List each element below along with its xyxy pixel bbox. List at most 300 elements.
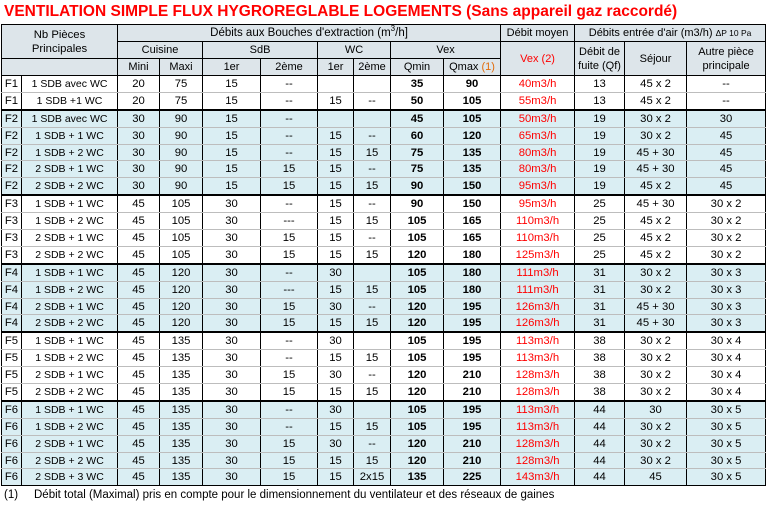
debit-fuite-cell: 19: [575, 127, 625, 144]
qmax-cell: 180: [444, 264, 501, 281]
type-cell: F4: [2, 264, 22, 281]
sdb-2eme-cell: --: [261, 332, 318, 349]
debit-fuite-cell: 31: [575, 264, 625, 281]
wc-2eme-cell: --: [354, 230, 391, 247]
sdb-1er-cell: 30: [203, 452, 261, 469]
wc-1er-cell: 15: [318, 213, 354, 230]
debit-fuite-cell: 13: [575, 76, 625, 93]
cuisine-mini-cell: 45: [118, 401, 160, 418]
sdb-2eme-cell: --: [261, 401, 318, 418]
sejour-cell: 45 + 30: [625, 195, 687, 212]
rooms-cell: 1 SDB + 2 WC: [22, 213, 118, 230]
sdb-2eme-cell: ---: [261, 213, 318, 230]
qmax-cell: 195: [444, 332, 501, 349]
sejour-cell: 45 x 2: [625, 246, 687, 263]
wc-1er-cell: 30: [318, 367, 354, 384]
cuisine-mini-cell: 45: [118, 332, 160, 349]
qmin-cell: 120: [391, 298, 444, 315]
debit-fuite-cell: 44: [575, 401, 625, 418]
wc-2eme-cell: [354, 401, 391, 418]
sdb-2eme-cell: 15: [261, 178, 318, 195]
sdb-2eme-cell: ---: [261, 281, 318, 298]
sdb-2eme-cell: --: [261, 418, 318, 435]
sdb-2eme-cell: 15: [261, 469, 318, 486]
vex-header: Vex: [391, 42, 501, 59]
principales-spacer: [2, 59, 118, 76]
sdb-1er-cell: 30: [203, 281, 261, 298]
sdb-2eme-cell: --: [261, 127, 318, 144]
wc-2eme-cell: 15: [354, 281, 391, 298]
qmin-cell: 105: [391, 350, 444, 367]
sdb-header: SdB: [203, 42, 318, 59]
rooms-cell: 1 SDB avec WC: [22, 76, 118, 93]
autre-piece-cell: 30 x 2: [687, 213, 766, 230]
sdb-1er-cell: 15: [203, 161, 261, 178]
rooms-cell: 2 SDB + 1 WC: [22, 298, 118, 315]
debit-fuite-cell: 44: [575, 418, 625, 435]
sejour-cell: 30 x 2: [625, 127, 687, 144]
qmin-cell: 105: [391, 281, 444, 298]
autre-piece-cell: 45: [687, 127, 766, 144]
rooms-cell: 2 SDB + 1 WC: [22, 435, 118, 452]
sejour-cell: 30 x 2: [625, 264, 687, 281]
cuisine-maxi-cell: 75: [160, 76, 203, 93]
sdb-2eme-cell: 15: [261, 230, 318, 247]
cuisine-maxi-header: Maxi: [160, 59, 203, 76]
qmin-cell: 105: [391, 401, 444, 418]
table-row: [2, 246, 766, 263]
type-cell: F2: [2, 127, 22, 144]
cuisine-mini-cell: 20: [118, 76, 160, 93]
qmax-cell: 90: [444, 76, 501, 93]
debit-moyen-header: Débit moyen: [501, 25, 575, 42]
wc-1er-cell: 15: [318, 418, 354, 435]
sdb-1er-cell: 15: [203, 178, 261, 195]
vex-moyen-header: Vex (2): [501, 42, 575, 76]
qmax-cell: 210: [444, 384, 501, 401]
qmax-cell: 165: [444, 230, 501, 247]
vex-moyen-cell: 128m3/h: [501, 367, 575, 384]
cuisine-mini-cell: 45: [118, 213, 160, 230]
vex-moyen-cell: 95m3/h: [501, 178, 575, 195]
cuisine-maxi-cell: 120: [160, 281, 203, 298]
wc-2eme-cell: 15: [354, 384, 391, 401]
vex-moyen-cell: 55m3/h: [501, 92, 575, 109]
rooms-cell: 1 SDB + 1 WC: [22, 127, 118, 144]
cuisine-mini-cell: 45: [118, 281, 160, 298]
vex-moyen-cell: 110m3/h: [501, 230, 575, 247]
sejour-cell: 30 x 2: [625, 452, 687, 469]
qmin-header: Qmin: [391, 59, 444, 76]
cuisine-mini-cell: 20: [118, 92, 160, 109]
wc-1er-cell: [318, 76, 354, 93]
rooms-cell: 2 SDB + 2 WC: [22, 384, 118, 401]
rooms-cell: 2 SDB + 2 WC: [22, 246, 118, 263]
sejour-cell: 30 x 2: [625, 350, 687, 367]
cuisine-maxi-cell: 135: [160, 401, 203, 418]
table-row: [2, 127, 766, 144]
wc-1er-cell: 30: [318, 401, 354, 418]
type-cell: F1: [2, 92, 22, 109]
autre-piece-cell: 30 x 5: [687, 469, 766, 486]
qmax-cell: 195: [444, 298, 501, 315]
cuisine-mini-cell: 30: [118, 144, 160, 161]
type-cell: F6: [2, 469, 22, 486]
qmin-cell: 90: [391, 195, 444, 212]
rooms-cell: 1 SDB + 1 WC: [22, 264, 118, 281]
qmax-cell: 210: [444, 452, 501, 469]
type-cell: F6: [2, 435, 22, 452]
sdb-2eme-cell: --: [261, 92, 318, 109]
type-cell: F2: [2, 161, 22, 178]
rooms-cell: 1 SDB avec WC: [22, 110, 118, 127]
rooms-cell: 1 SDB + 1 WC: [22, 195, 118, 212]
debit-fuite-cell: 44: [575, 469, 625, 486]
cuisine-maxi-cell: 120: [160, 298, 203, 315]
type-cell: F2: [2, 178, 22, 195]
nb-pieces-header: Nb Pièces Principales: [2, 25, 118, 59]
table-row: [2, 213, 766, 230]
sdb-1er-cell: 30: [203, 435, 261, 452]
wc-2eme-header: 2ème: [354, 59, 391, 76]
cuisine-maxi-cell: 90: [160, 127, 203, 144]
sejour-cell: 45: [625, 469, 687, 486]
wc-1er-cell: 15: [318, 452, 354, 469]
wc-1er-cell: 15: [318, 350, 354, 367]
wc-1er-cell: 15: [318, 127, 354, 144]
autre-piece-cell: 30 x 5: [687, 401, 766, 418]
table-row: [2, 178, 766, 195]
cuisine-maxi-cell: 105: [160, 246, 203, 263]
wc-2eme-cell: --: [354, 195, 391, 212]
debit-fuite-cell: 44: [575, 452, 625, 469]
rooms-cell: 2 SDB + 2 WC: [22, 315, 118, 332]
wc-2eme-cell: 15: [354, 246, 391, 263]
vex-moyen-cell: 111m3/h: [501, 264, 575, 281]
qmin-cell: 45: [391, 110, 444, 127]
rooms-cell: 1 SDB +1 WC: [22, 92, 118, 109]
cuisine-mini-cell: 30: [118, 110, 160, 127]
rooms-cell: 2 SDB + 3 WC: [22, 469, 118, 486]
cuisine-maxi-cell: 120: [160, 264, 203, 281]
type-cell: F3: [2, 230, 22, 247]
sdb-1er-cell: 15: [203, 92, 261, 109]
table-row: [2, 264, 766, 281]
cuisine-mini-cell: 45: [118, 418, 160, 435]
wc-1er-cell: 15: [318, 195, 354, 212]
qmax-cell: 195: [444, 350, 501, 367]
wc-2eme-cell: --: [354, 127, 391, 144]
vex-moyen-cell: 95m3/h: [501, 195, 575, 212]
vex-moyen-cell: 50m3/h: [501, 110, 575, 127]
qmax-cell: 135: [444, 144, 501, 161]
sdb-2eme-cell: 15: [261, 435, 318, 452]
sdb-2eme-cell: --: [261, 264, 318, 281]
qmin-cell: 120: [391, 367, 444, 384]
type-cell: F3: [2, 195, 22, 212]
qmax-cell: 195: [444, 401, 501, 418]
cuisine-mini-cell: 45: [118, 469, 160, 486]
autre-piece-cell: 45: [687, 161, 766, 178]
table-row: [2, 418, 766, 435]
autre-piece-cell: 45: [687, 144, 766, 161]
qmax-cell: 165: [444, 213, 501, 230]
debit-fuite-cell: 38: [575, 350, 625, 367]
table-row: [2, 332, 766, 349]
debit-fuite-cell: 31: [575, 315, 625, 332]
rooms-cell: 2 SDB + 1 WC: [22, 230, 118, 247]
table-row: [2, 76, 766, 93]
cuisine-mini-cell: 30: [118, 161, 160, 178]
type-cell: F5: [2, 332, 22, 349]
cuisine-mini-cell: 45: [118, 435, 160, 452]
footnote-text: Débit total (Maximal) pris en compte pour le dimensionnement du ventilateur et des réseaux de gaines: [34, 489, 555, 502]
rooms-cell: 1 SDB + 2 WC: [22, 281, 118, 298]
table-row: [2, 92, 766, 109]
vex-moyen-cell: 126m3/h: [501, 315, 575, 332]
sejour-cell: 30 x 2: [625, 281, 687, 298]
table-row: [2, 161, 766, 178]
sejour-cell: 45 + 30: [625, 315, 687, 332]
cuisine-mini-header: Mini: [118, 59, 160, 76]
cuisine-maxi-cell: 90: [160, 178, 203, 195]
wc-1er-cell: 30: [318, 264, 354, 281]
wc-1er-cell: 30: [318, 298, 354, 315]
sejour-cell: 30 x 2: [625, 110, 687, 127]
wc-2eme-cell: 15: [354, 144, 391, 161]
sdb-1er-cell: 30: [203, 246, 261, 263]
wc-1er-cell: 30: [318, 435, 354, 452]
autre-piece-cell: 30 x 2: [687, 195, 766, 212]
cuisine-mini-cell: 45: [118, 230, 160, 247]
qmin-cell: 105: [391, 230, 444, 247]
cuisine-maxi-cell: 90: [160, 144, 203, 161]
sdb-2eme-cell: 15: [261, 298, 318, 315]
qmin-cell: 135: [391, 469, 444, 486]
sdb-2eme-cell: 15: [261, 384, 318, 401]
type-cell: F3: [2, 246, 22, 263]
vex-moyen-cell: 80m3/h: [501, 144, 575, 161]
autre-piece-cell: 30 x 2: [687, 230, 766, 247]
sdb-1er-cell: 30: [203, 367, 261, 384]
qmin-cell: 120: [391, 315, 444, 332]
type-cell: F6: [2, 418, 22, 435]
debit-fuite-cell: 19: [575, 178, 625, 195]
sdb-1er-cell: 30: [203, 350, 261, 367]
debit-fuite-header: Débit de fuite (Qf): [575, 42, 625, 76]
sdb-1er-cell: 30: [203, 332, 261, 349]
vex-moyen-cell: 128m3/h: [501, 384, 575, 401]
wc-1er-cell: 15: [318, 92, 354, 109]
sdb-1er-cell: 30: [203, 418, 261, 435]
sejour-cell: 30 x 2: [625, 332, 687, 349]
wc-2eme-cell: 15: [354, 315, 391, 332]
autre-piece-cell: 30 x 4: [687, 384, 766, 401]
table-row: [2, 281, 766, 298]
table-row: [2, 110, 766, 127]
footnote: [0, 486, 766, 504]
wc-2eme-cell: 15: [354, 213, 391, 230]
sejour-cell: 45 x 2: [625, 92, 687, 109]
qmax-cell: 225: [444, 469, 501, 486]
qmin-cell: 75: [391, 161, 444, 178]
type-cell: F5: [2, 350, 22, 367]
sdb-2eme-cell: --: [261, 110, 318, 127]
rooms-cell: 1 SDB + 1 WC: [22, 332, 118, 349]
wc-2eme-cell: --: [354, 298, 391, 315]
type-cell: F6: [2, 401, 22, 418]
wc-1er-cell: 15: [318, 178, 354, 195]
sejour-cell: 30 x 2: [625, 418, 687, 435]
qmax-cell: 120: [444, 127, 501, 144]
cuisine-header: Cuisine: [118, 42, 203, 59]
cuisine-maxi-cell: 135: [160, 418, 203, 435]
wc-1er-cell: 15: [318, 230, 354, 247]
wc-1er-cell: 15: [318, 161, 354, 178]
wc-2eme-cell: [354, 264, 391, 281]
type-cell: F1: [2, 76, 22, 93]
autre-piece-cell: --: [687, 92, 766, 109]
qmin-cell: 120: [391, 435, 444, 452]
autre-piece-cell: 30 x 4: [687, 367, 766, 384]
debit-fuite-cell: 19: [575, 144, 625, 161]
cuisine-mini-cell: 45: [118, 264, 160, 281]
autre-piece-header: Autre pièce principale: [687, 42, 766, 76]
wc-1er-header: 1er: [318, 59, 354, 76]
cuisine-maxi-cell: 135: [160, 452, 203, 469]
qmax-cell: 135: [444, 161, 501, 178]
sdb-1er-header: 1er: [203, 59, 261, 76]
sdb-2eme-cell: --: [261, 350, 318, 367]
qmin-cell: 120: [391, 452, 444, 469]
table-row: [2, 298, 766, 315]
vex-moyen-cell: 125m3/h: [501, 246, 575, 263]
vex-moyen-cell: 113m3/h: [501, 332, 575, 349]
sejour-cell: 45 x 2: [625, 213, 687, 230]
type-cell: F6: [2, 452, 22, 469]
autre-piece-cell: 30 x 3: [687, 264, 766, 281]
wc-2eme-cell: --: [354, 367, 391, 384]
footnote-number: (1): [4, 489, 19, 502]
type-cell: F5: [2, 384, 22, 401]
page-title: VENTILATION SIMPLE FLUX HYGROREGLABLE LOGEMENTS (Sans appareil gaz raccordé): [4, 3, 678, 20]
debit-fuite-cell: 19: [575, 110, 625, 127]
vex-moyen-cell: 65m3/h: [501, 127, 575, 144]
sdb-2eme-cell: 15: [261, 315, 318, 332]
qmin-cell: 50: [391, 92, 444, 109]
qmax-cell: 150: [444, 195, 501, 212]
wc-1er-cell: 15: [318, 469, 354, 486]
qmin-cell: 35: [391, 76, 444, 93]
sdb-1er-cell: 15: [203, 127, 261, 144]
qmax-cell: 105: [444, 92, 501, 109]
wc-1er-cell: 30: [318, 332, 354, 349]
sejour-cell: 30 x 2: [625, 384, 687, 401]
wc-1er-cell: 15: [318, 315, 354, 332]
vex-moyen-cell: 128m3/h: [501, 452, 575, 469]
cuisine-maxi-cell: 135: [160, 332, 203, 349]
type-cell: F4: [2, 298, 22, 315]
debits-entree-header: Débits entrée d'air (m3/h) ΔP 10 Pa: [575, 25, 766, 42]
cuisine-mini-cell: 45: [118, 350, 160, 367]
qmin-cell: 120: [391, 246, 444, 263]
table-row: [2, 452, 766, 469]
debit-fuite-cell: 25: [575, 230, 625, 247]
qmin-cell: 105: [391, 418, 444, 435]
qmin-cell: 90: [391, 178, 444, 195]
type-cell: F2: [2, 110, 22, 127]
autre-piece-cell: 30 x 2: [687, 246, 766, 263]
debit-fuite-cell: 38: [575, 332, 625, 349]
table-row: [2, 367, 766, 384]
type-cell: F4: [2, 281, 22, 298]
sdb-2eme-cell: --: [261, 144, 318, 161]
table-row: [2, 401, 766, 418]
cuisine-maxi-cell: 135: [160, 350, 203, 367]
table-row: [2, 195, 766, 212]
qmax-cell: 195: [444, 418, 501, 435]
autre-piece-cell: 30: [687, 110, 766, 127]
cuisine-mini-cell: 45: [118, 246, 160, 263]
table-row: [2, 350, 766, 367]
wc-2eme-cell: 15: [354, 350, 391, 367]
debit-fuite-cell: 31: [575, 281, 625, 298]
type-cell: F5: [2, 367, 22, 384]
sdb-1er-cell: 15: [203, 144, 261, 161]
debit-fuite-cell: 13: [575, 92, 625, 109]
cuisine-maxi-cell: 105: [160, 213, 203, 230]
autre-piece-cell: 30 x 3: [687, 281, 766, 298]
qmin-cell: 105: [391, 264, 444, 281]
autre-piece-cell: 30 x 4: [687, 350, 766, 367]
cuisine-maxi-cell: 105: [160, 230, 203, 247]
cuisine-maxi-cell: 105: [160, 195, 203, 212]
wc-1er-cell: 15: [318, 246, 354, 263]
cuisine-maxi-cell: 90: [160, 110, 203, 127]
debit-fuite-cell: 25: [575, 195, 625, 212]
wc-2eme-cell: 2x15: [354, 469, 391, 486]
sdb-2eme-cell: 15: [261, 246, 318, 263]
vex-moyen-cell: 80m3/h: [501, 161, 575, 178]
sdb-1er-cell: 30: [203, 195, 261, 212]
table-row: [2, 469, 766, 486]
sdb-2eme-cell: 15: [261, 452, 318, 469]
type-cell: F2: [2, 144, 22, 161]
qmin-cell: 60: [391, 127, 444, 144]
wc-2eme-cell: --: [354, 161, 391, 178]
cuisine-mini-cell: 45: [118, 452, 160, 469]
sejour-cell: 45 x 2: [625, 76, 687, 93]
sdb-2eme-cell: --: [261, 195, 318, 212]
wc-2eme-cell: [354, 110, 391, 127]
cuisine-mini-cell: 30: [118, 127, 160, 144]
sdb-1er-cell: 30: [203, 213, 261, 230]
wc-1er-cell: 15: [318, 384, 354, 401]
qmin-cell: 105: [391, 332, 444, 349]
sdb-2eme-header: 2ème: [261, 59, 318, 76]
table-row: [2, 230, 766, 247]
sejour-cell: 30 x 2: [625, 367, 687, 384]
sdb-1er-cell: 30: [203, 469, 261, 486]
qmax-cell: 150: [444, 178, 501, 195]
qmax-cell: 195: [444, 315, 501, 332]
sdb-1er-cell: 30: [203, 230, 261, 247]
debit-fuite-cell: 38: [575, 384, 625, 401]
vex-moyen-cell: 110m3/h: [501, 213, 575, 230]
qmax-cell: 210: [444, 367, 501, 384]
sdb-1er-cell: 30: [203, 315, 261, 332]
sdb-1er-cell: 30: [203, 384, 261, 401]
